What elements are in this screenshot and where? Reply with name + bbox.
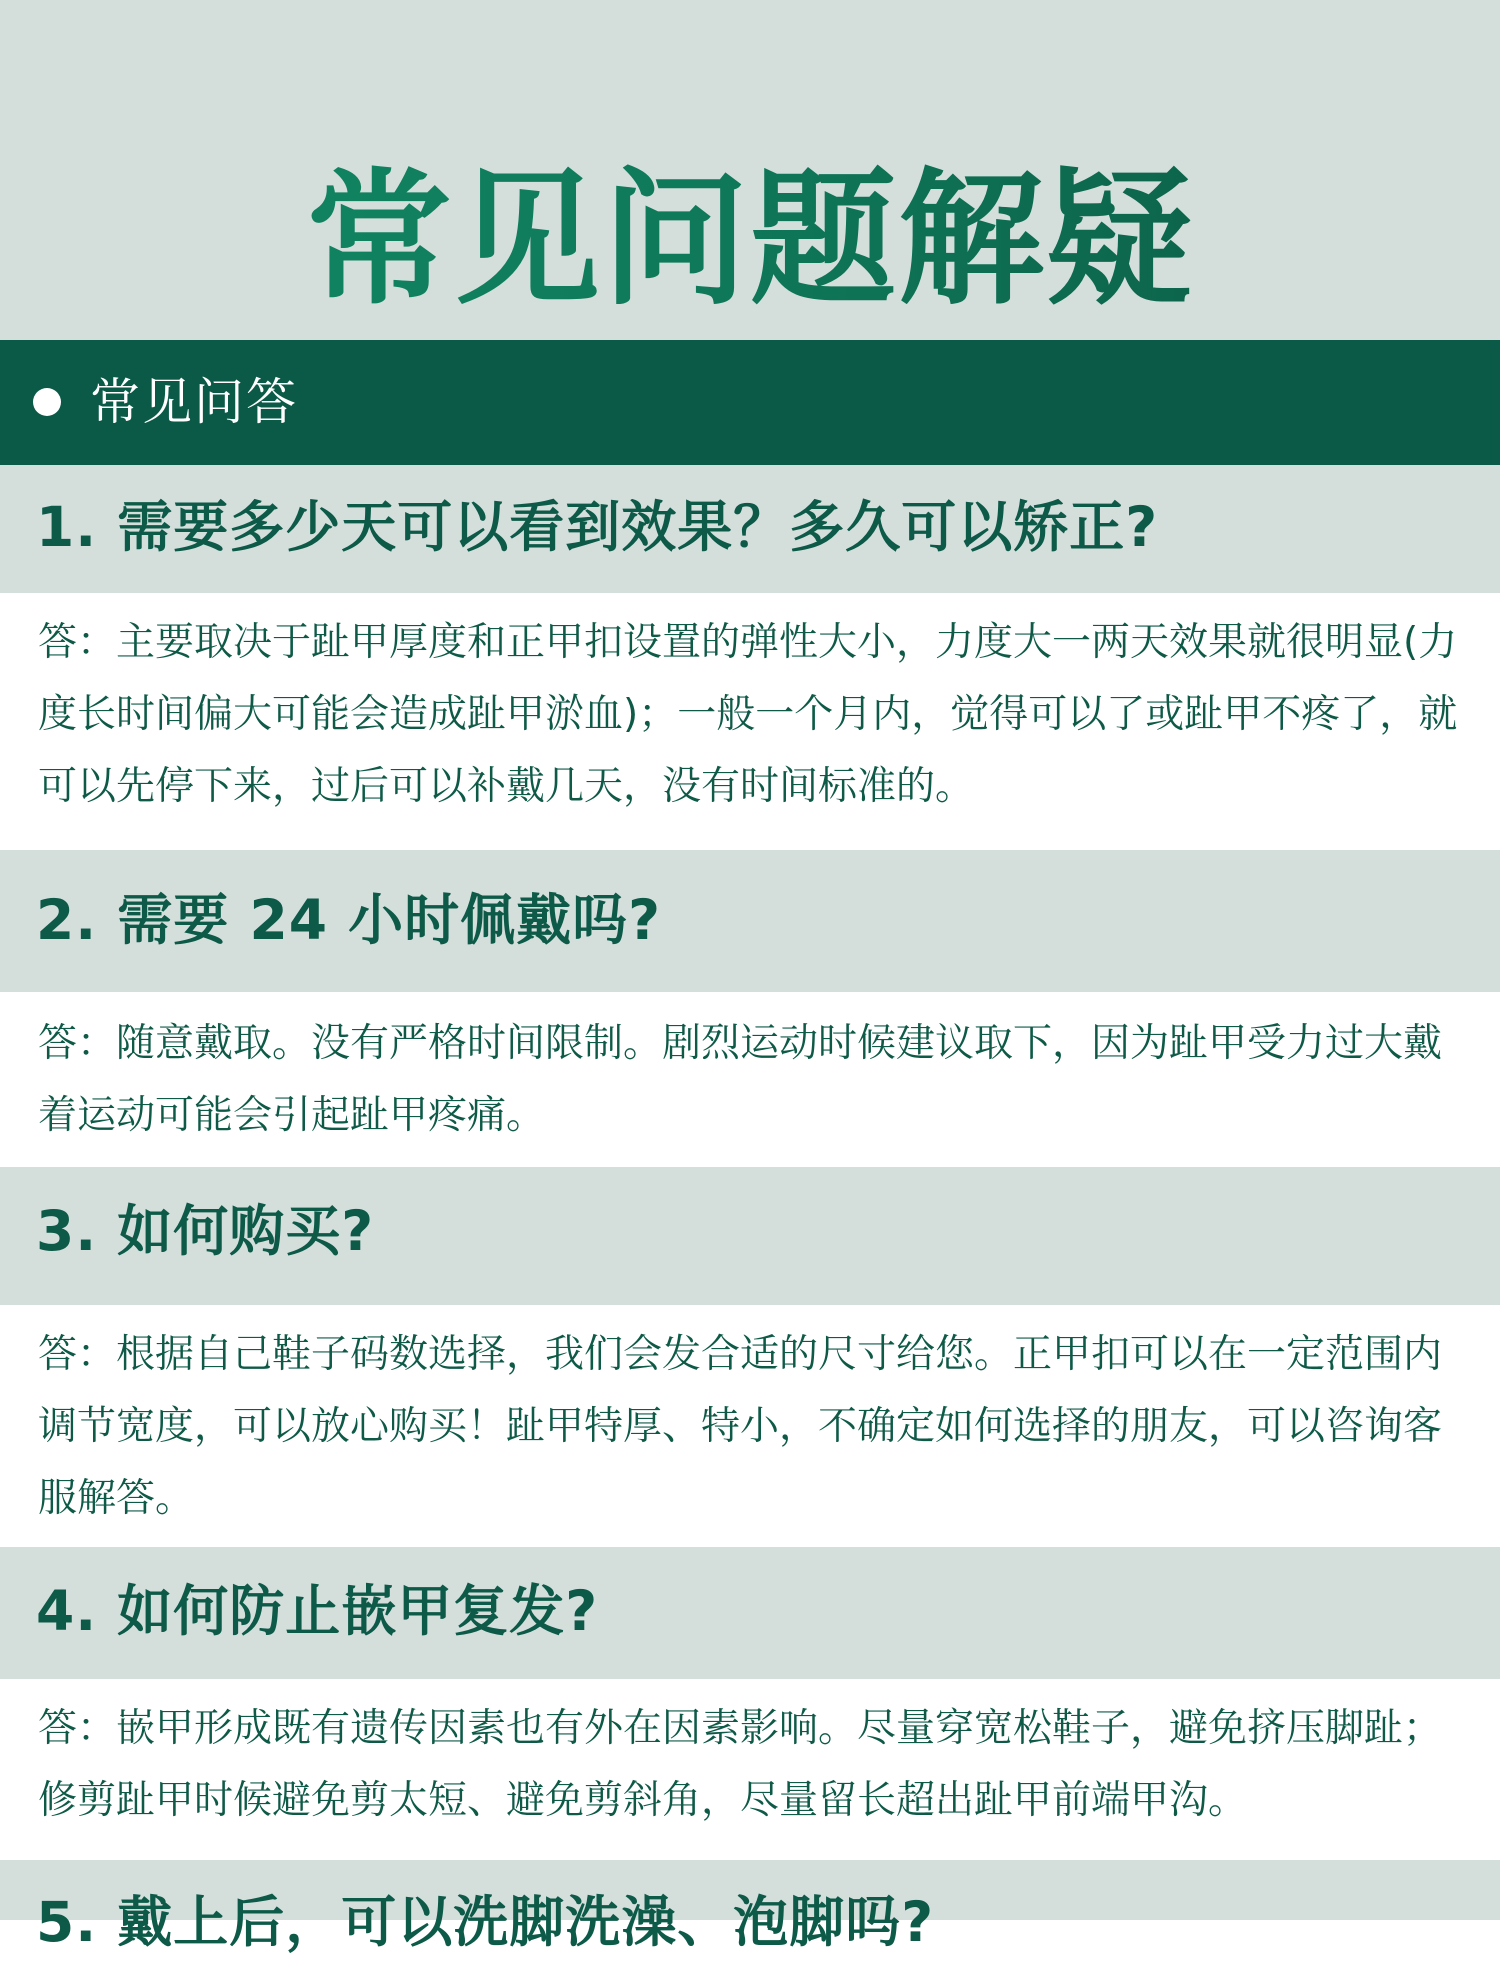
faq-answer-text: 答：根据自己鞋子码数选择，我们会发合适的尺寸给您。正甲扣可以在一定范围内调节宽度，可以放心购买！趾甲特厚、特小，不确定如何选择的朋友，可以咨询客服解答。 xyxy=(38,1332,1443,1521)
faq-question-4 xyxy=(0,1547,1500,1679)
faq-answer-text: 答：主要取决于趾甲厚度和正甲扣设置的弹性大小，力度大一两天效果就很明显(力度长时间偏大可能会造成趾甲淤血)；一般一个月内，觉得可以了或趾甲不疼了，就可以先停下来，过后可以补戴几天，没有时间标准的。 xyxy=(38,620,1458,809)
faq-answer-text: 答：嵌甲形成既有遗传因素也有外在因素影响。尽量穿宽松鞋子，避免挤压脚趾；修剪趾甲时候避免剪太短、避免剪斜角，尽量留长超出趾甲前端甲沟。 xyxy=(38,1706,1443,1823)
section-label: 常见问答 xyxy=(90,373,298,431)
faq-answer-text: 答：随意戴取。没有严格时间限制。剧烈运动时候建议取下，因为趾甲受力过大戴着运动可能会引起趾甲疼痛。 xyxy=(38,1021,1443,1138)
faq-question-text: 5. 戴上后，可以洗脚洗澡、泡脚吗? xyxy=(36,1890,935,1954)
faq-answer-2 xyxy=(0,992,1500,1167)
faq-question-5 xyxy=(0,1860,1500,1954)
faq-answer-3 xyxy=(0,1305,1500,1547)
page-title: 常见问题解疑 xyxy=(0,160,1500,320)
page-header xyxy=(0,0,1500,340)
bullet-dot-icon xyxy=(33,388,61,416)
faq-answer-1 xyxy=(0,593,1500,850)
faq-question-text: 2. 需要 24 小时佩戴吗? xyxy=(36,888,662,952)
faq-question-1 xyxy=(0,465,1500,593)
faq-question-text: 3. 如何购买? xyxy=(36,1199,375,1263)
faq-question-2 xyxy=(0,850,1500,992)
faq-answer-4 xyxy=(0,1679,1500,1860)
faq-question-3 xyxy=(0,1167,1500,1305)
faq-question-text: 4. 如何防止嵌甲复发? xyxy=(36,1579,599,1643)
faq-question-text: 1. 需要多少天可以看到效果？多久可以矫正? xyxy=(36,495,1159,559)
